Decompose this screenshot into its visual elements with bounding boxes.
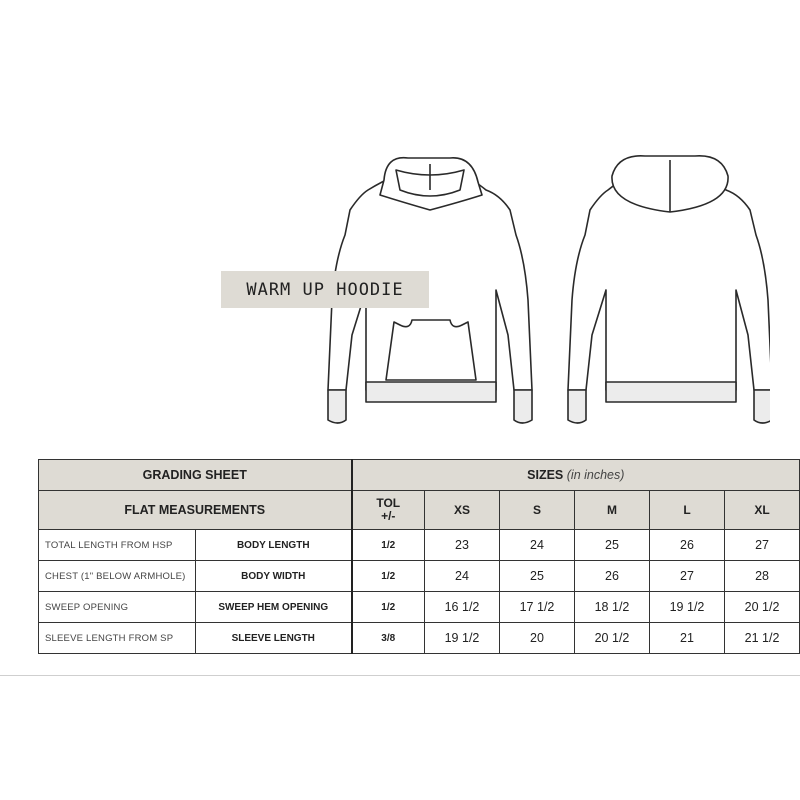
table-row [39, 561, 800, 592]
size-value: 27 [650, 561, 725, 592]
size-value: 20 [500, 623, 575, 654]
size-header-xs: XS [425, 491, 500, 530]
flat-measurements-header: FLAT MEASUREMENTS [39, 491, 352, 530]
tol-header [352, 491, 425, 530]
size-value: 17 1/2 [500, 592, 575, 623]
size-value: 23 [425, 530, 500, 561]
measure-description: SWEEP OPENING [39, 592, 196, 623]
sizes-unit-note: (in inches) [566, 468, 625, 482]
size-value: 19 1/2 [650, 592, 725, 623]
page-divider [0, 675, 800, 676]
tolerance-value: 1/2 [352, 561, 425, 592]
size-value: 19 1/2 [425, 623, 500, 654]
grading-sheet-header: GRADING SHEET [39, 460, 352, 491]
measure-description: TOTAL LENGTH FROM HSP [39, 530, 196, 561]
size-value: 27 [725, 530, 800, 561]
size-value: 25 [500, 561, 575, 592]
size-header-l: L [650, 491, 725, 530]
hoodie-back-drawing [568, 156, 770, 423]
size-header-s: S [500, 491, 575, 530]
size-value: 24 [425, 561, 500, 592]
grading-table [38, 459, 800, 654]
size-header-m: M [575, 491, 650, 530]
table-row [39, 623, 800, 654]
sizes-label: SIZES [527, 468, 564, 482]
measure-name: SLEEVE LENGTH [196, 623, 352, 654]
tolerance-value: 1/2 [352, 592, 425, 623]
measure-name: BODY WIDTH [196, 561, 352, 592]
size-value: 26 [575, 561, 650, 592]
tol-label: TOL [376, 496, 401, 510]
size-value: 26 [650, 530, 725, 561]
sizes-header [352, 460, 800, 491]
product-title: WARM UP HOODIE [221, 271, 429, 308]
tol-sub-label: +/- [381, 509, 396, 523]
size-header-xl: XL [725, 491, 800, 530]
measure-name: SWEEP HEM OPENING [196, 592, 352, 623]
size-value: 16 1/2 [425, 592, 500, 623]
table-row [39, 530, 800, 561]
measure-description: SLEEVE LENGTH FROM SP [39, 623, 196, 654]
size-value: 21 [650, 623, 725, 654]
tolerance-value: 1/2 [352, 530, 425, 561]
size-value: 18 1/2 [575, 592, 650, 623]
size-value: 20 1/2 [575, 623, 650, 654]
size-value: 20 1/2 [725, 592, 800, 623]
tolerance-value: 3/8 [352, 623, 425, 654]
measure-name: BODY LENGTH [196, 530, 352, 561]
size-value: 28 [725, 561, 800, 592]
measure-description: CHEST (1" BELOW ARMHOLE) [39, 561, 196, 592]
table-row [39, 592, 800, 623]
size-value: 25 [575, 530, 650, 561]
size-value: 24 [500, 530, 575, 561]
size-value: 21 1/2 [725, 623, 800, 654]
